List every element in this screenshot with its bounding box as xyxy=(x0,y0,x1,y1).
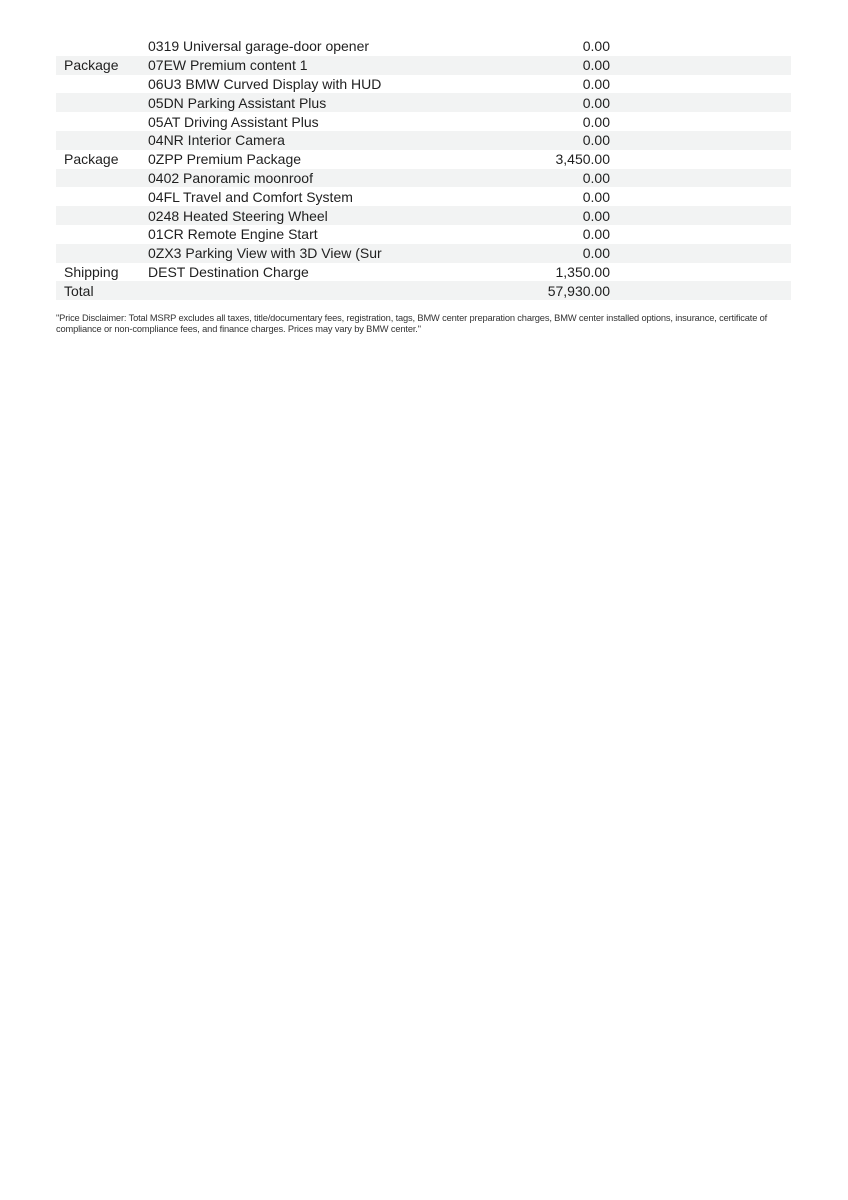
table-row xyxy=(56,281,791,300)
table-row xyxy=(56,112,791,131)
row-price-value: 0.00 xyxy=(582,169,610,186)
table-row xyxy=(56,244,791,263)
table-row xyxy=(56,93,791,112)
table-row xyxy=(56,56,791,75)
row-price-value: 0.00 xyxy=(582,57,610,74)
table-row xyxy=(56,37,791,56)
row-price-value: 0.00 xyxy=(582,38,610,55)
row-price-value: 3,450.00 xyxy=(555,151,610,168)
row-price-value: 0.00 xyxy=(582,132,610,149)
price-table xyxy=(56,37,791,300)
row-category-label: Total xyxy=(64,282,94,299)
row-option-description: 07EW Premium content 1 xyxy=(148,57,308,74)
row-option-description: 0ZX3 Parking View with 3D View (Sur xyxy=(148,245,382,262)
row-option-description: 06U3 BMW Curved Display with HUD xyxy=(148,75,382,92)
row-option-description: 0ZPP Premium Package xyxy=(148,151,302,168)
table-row xyxy=(56,169,791,188)
table-row xyxy=(56,131,791,150)
row-option-description: 04FL Travel and Comfort System xyxy=(148,188,353,205)
price-disclaimer-text: "Price Disclaimer: Total MSRP excludes all taxes, title/documentary fees, registration, tags, BMW center preparation charges, BMW center installed options, insurance, certificate of compliance or non-compliance fees, and finance charges. Prices may vary by BMW center." xyxy=(56,313,768,335)
row-option-description: 05AT Driving Assistant Plus xyxy=(148,113,319,130)
row-option-description: 04NR Interior Camera xyxy=(148,132,285,149)
row-option-description: 0402 Panoramic moonroof xyxy=(148,169,313,186)
table-row xyxy=(56,225,791,244)
row-option-description: 0319 Universal garage-door opener xyxy=(148,38,370,55)
row-category-label: Package xyxy=(64,151,119,168)
row-option-description: 0248 Heated Steering Wheel xyxy=(148,207,328,224)
row-price-value: 0.00 xyxy=(582,188,610,205)
row-option-description: 01CR Remote Engine Start xyxy=(148,226,318,243)
row-price-value: 0.00 xyxy=(582,75,610,92)
row-price-value: 0.00 xyxy=(582,226,610,243)
row-price-value: 0.00 xyxy=(582,113,610,130)
row-price-value: 0.00 xyxy=(582,245,610,262)
table-row xyxy=(56,150,791,169)
row-option-description: DEST Destination Charge xyxy=(148,263,309,280)
row-option-description: 05DN Parking Assistant Plus xyxy=(148,94,327,111)
table-row xyxy=(56,75,791,94)
row-price-value: 57,930.00 xyxy=(547,282,610,299)
row-price-value: 0.00 xyxy=(582,94,610,111)
row-price-value: 1,350.00 xyxy=(555,263,610,280)
table-row xyxy=(56,263,791,282)
table-row xyxy=(56,206,791,225)
row-category-label: Shipping xyxy=(64,263,119,280)
row-category-label: Package xyxy=(64,57,119,74)
row-price-value: 0.00 xyxy=(582,207,610,224)
table-row xyxy=(56,187,791,206)
